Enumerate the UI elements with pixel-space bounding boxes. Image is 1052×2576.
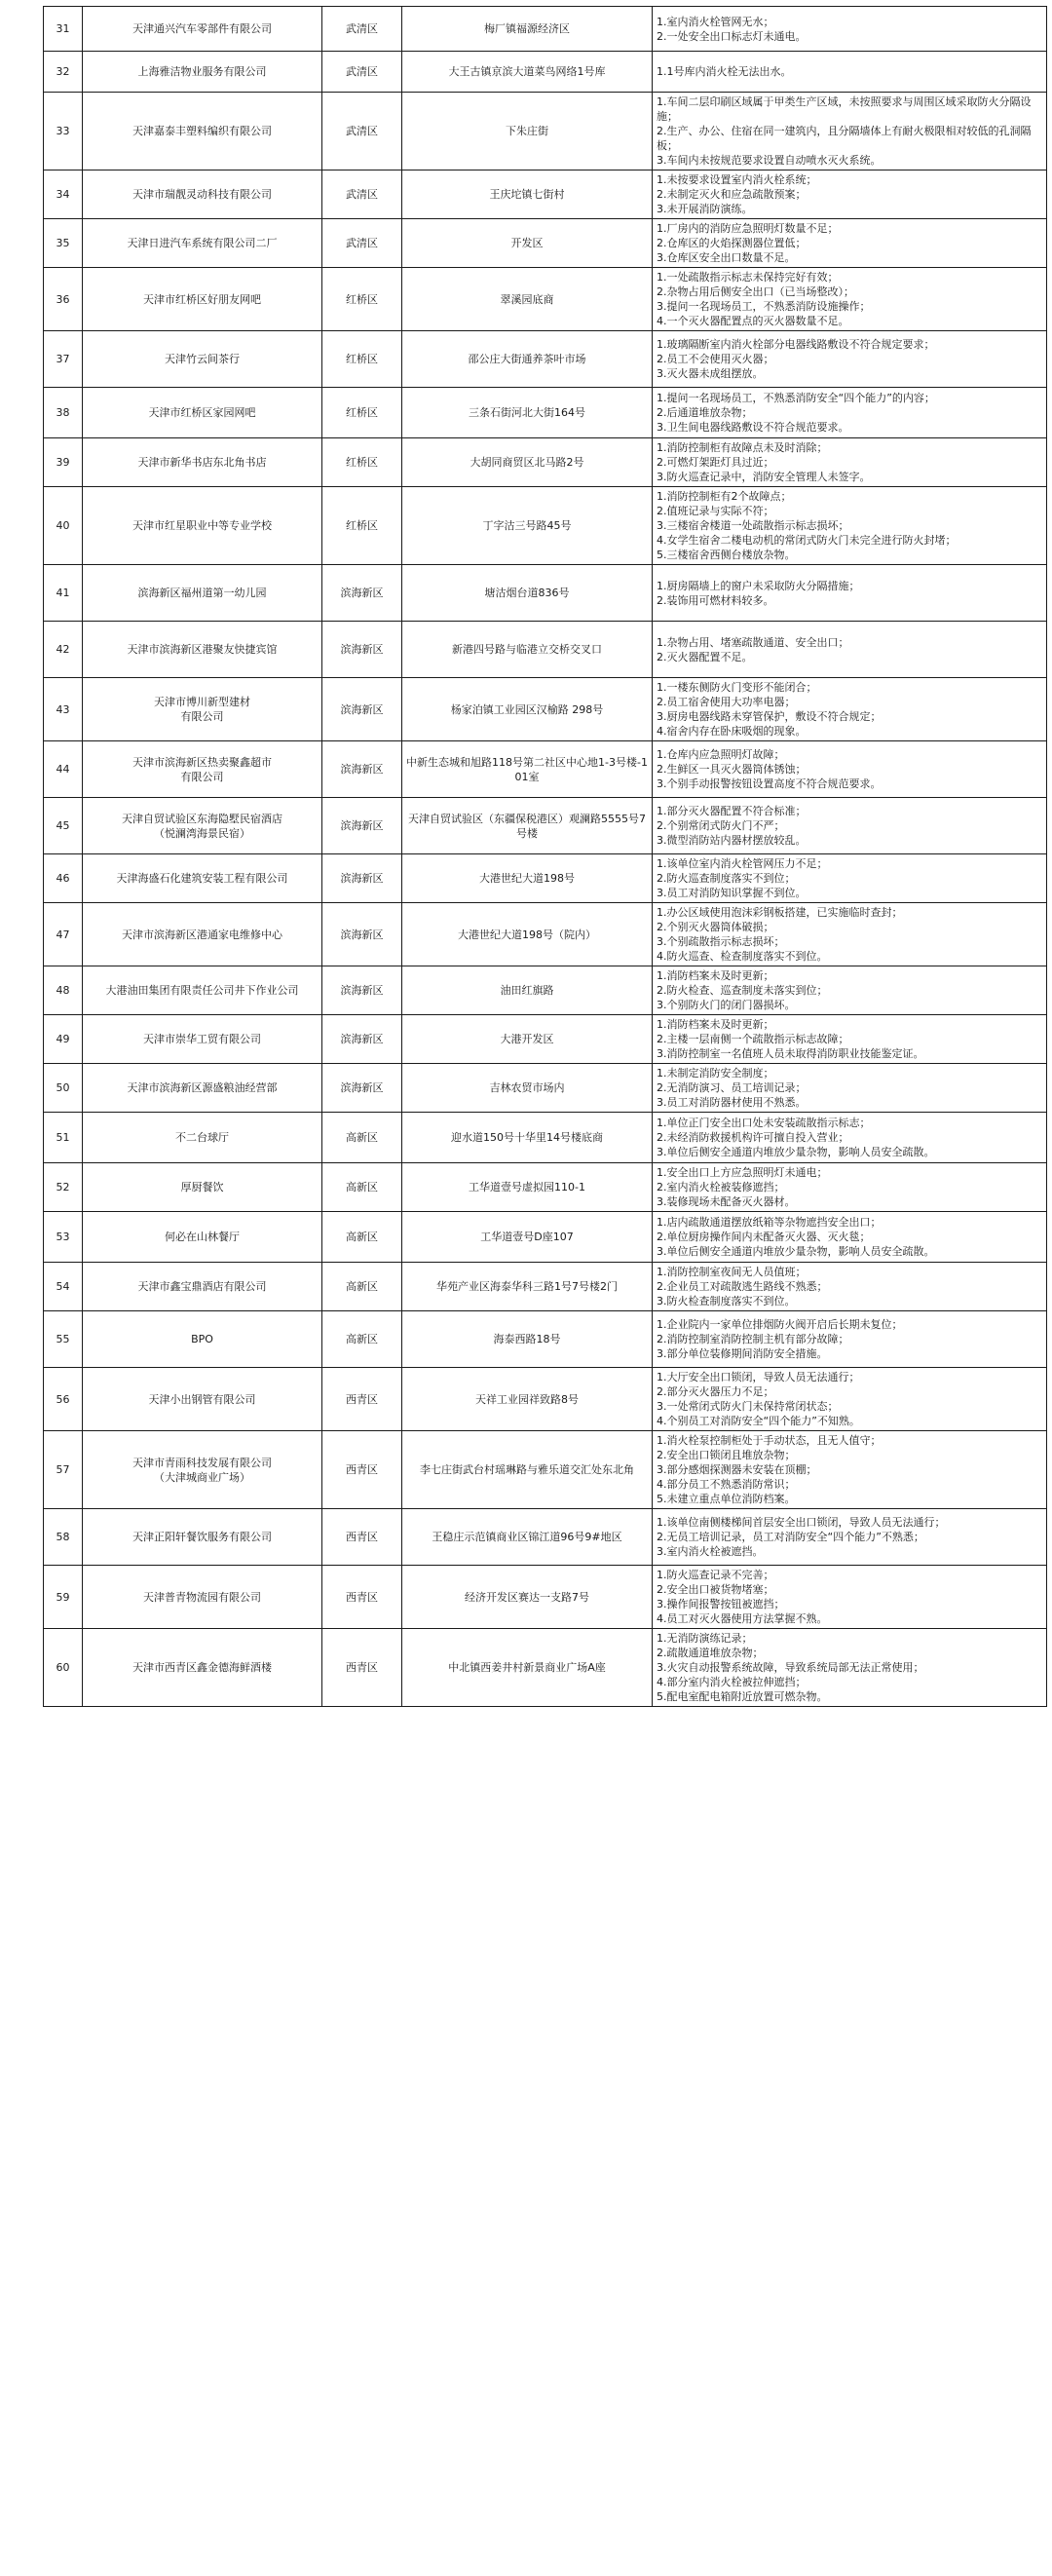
- problem-item: 1.一楼东侧防火门变形不能闭合；: [657, 681, 817, 694]
- address-cell: 中新生态城和旭路118号第二社区中心地1-3号楼-101室: [402, 741, 653, 798]
- problem-item: 1.防火巡查记录不完善；: [657, 1569, 774, 1581]
- address-cell: 王庆坨镇七街村: [402, 170, 653, 219]
- problems-cell: [653, 170, 1047, 219]
- address-cell: 天祥工业园祥致路8号: [402, 1368, 653, 1431]
- table-row: [44, 1431, 1047, 1509]
- address-cell: 邵公庄大街通养茶叶市场: [402, 331, 653, 388]
- table-row: [44, 903, 1047, 966]
- unit-name-cell: 天津竹云间茶行: [83, 331, 322, 388]
- district-cell: 武清区: [322, 93, 402, 170]
- address-cell: 翠溪园底商: [402, 268, 653, 331]
- problem-item: 2.安全出口锁闭且堆放杂物；: [657, 1449, 796, 1461]
- district-cell: 滨海新区: [322, 678, 402, 741]
- address-cell: 海泰西路18号: [402, 1311, 653, 1368]
- problems-cell: [653, 678, 1047, 741]
- row-number-cell: 53: [44, 1212, 83, 1263]
- address-cell: 开发区: [402, 219, 653, 268]
- row-number-cell: 57: [44, 1431, 83, 1509]
- problem-item: 3.微型消防站内器材摆放较乱。: [657, 834, 807, 847]
- table-row: [44, 268, 1047, 331]
- problem-item: 3.火灾自动报警系统故障，导致系统局部无法正常使用；: [657, 1661, 924, 1674]
- problem-item: 1.未按要求设置室内消火栓系统；: [657, 173, 817, 186]
- unit-name-cell: 何必在山林餐厅: [83, 1212, 322, 1263]
- problem-item: 3.消防控制室一名值班人员未取得消防职业技能鉴定证。: [657, 1047, 924, 1060]
- unit-name-cell: 天津市鑫宝鼎酒店有限公司: [83, 1263, 322, 1311]
- address-cell: 工华道壹号D座107: [402, 1212, 653, 1263]
- problems-cell: [653, 1212, 1047, 1263]
- problem-item: 1.室内消火栓管网无水；: [657, 15, 774, 28]
- address-cell: 三条石街河北大街164号: [402, 388, 653, 438]
- row-number-cell: 41: [44, 565, 83, 622]
- problem-item: 2.灭火器配置不足。: [657, 650, 753, 663]
- problems-cell: [653, 1163, 1047, 1212]
- problems-cell: [653, 903, 1047, 966]
- district-cell: 西青区: [322, 1431, 402, 1509]
- unit-name-cell: 天津市新华书店东北角书店: [83, 438, 322, 487]
- problem-item: 1.消防控制柜有2个故障点；: [657, 490, 792, 503]
- problem-item: 4.部分员工不熟悉消防常识；: [657, 1478, 796, 1491]
- table-row: [44, 1311, 1047, 1368]
- problem-item: 1.一处疏散指示标志未保持完好有效；: [657, 271, 839, 284]
- problem-item: 2.个别常闭式防火门不严；: [657, 819, 785, 832]
- problem-item: 3.车间内未按规范要求设置自动喷水灭火系统。: [657, 154, 882, 167]
- problems-cell: [653, 438, 1047, 487]
- district-cell: 西青区: [322, 1566, 402, 1629]
- problem-item: 1.部分灭火器配置不符合标准；: [657, 805, 807, 817]
- address-cell: 天津自贸试验区（东疆保税港区）观澜路5555号7号楼: [402, 798, 653, 854]
- problem-item: 3.个别疏散指示标志损坏；: [657, 935, 785, 948]
- district-cell: 红桥区: [322, 268, 402, 331]
- problems-cell: [653, 1064, 1047, 1113]
- unit-name-cell: 天津通兴汽车零部件有限公司: [83, 7, 322, 52]
- problem-item: 2.室内消火栓被装修遮挡；: [657, 1181, 785, 1193]
- problem-item: 1.厨房隔墙上的窗户未采取防火分隔措施；: [657, 579, 860, 592]
- problems-cell: [653, 1368, 1047, 1431]
- row-number-cell: 46: [44, 854, 83, 903]
- problem-item: 4.个别员工对消防安全“四个能力”不知熟。: [657, 1415, 860, 1427]
- unit-name-cell: 天津市红桥区好朋友网吧: [83, 268, 322, 331]
- table-row: [44, 565, 1047, 622]
- district-cell: 西青区: [322, 1629, 402, 1707]
- address-cell: 油田红旗路: [402, 966, 653, 1015]
- district-cell: 高新区: [322, 1163, 402, 1212]
- unit-name-cell: 天津市滨海新区源盛粮油经营部: [83, 1064, 322, 1113]
- problem-item: 1.杂物占用、堵塞疏散通道、安全出口；: [657, 635, 849, 649]
- problem-item: 4.一个灭火器配置点的灭火器数量不足。: [657, 315, 849, 327]
- problem-item: 1.消防档案未及时更新；: [657, 1018, 774, 1031]
- problem-item: 1.厂房内的消防应急照明灯数量不足；: [657, 222, 839, 235]
- table-row: [44, 1163, 1047, 1212]
- problem-item: 1.该单位南侧楼梯间首层安全出口锁闭，导致人员无法通行；: [657, 1516, 946, 1529]
- problem-item: 2.员工不会使用灭火器；: [657, 353, 774, 365]
- address-cell: 新港四号路与临港立交桥交叉口: [402, 622, 653, 678]
- problem-item: 2.装饰用可燃材料较多。: [657, 593, 774, 607]
- address-cell: 华苑产业区海泰华科三路1号7号楼2门: [402, 1263, 653, 1311]
- unit-name-cell: 厚厨餐饮: [83, 1163, 322, 1212]
- problem-item: 2.部分灭火器压力不足；: [657, 1385, 774, 1398]
- row-number-cell: 49: [44, 1015, 83, 1064]
- address-cell: 吉林农贸市场内: [402, 1064, 653, 1113]
- problem-item: 3.仓库区安全出口数量不足。: [657, 251, 796, 264]
- row-number-cell: 56: [44, 1368, 83, 1431]
- problem-item: 2.无员工培训记录，员工对消防安全“四个能力”不熟悉；: [657, 1531, 924, 1543]
- problem-item: 2.安全出口被货物堵塞；: [657, 1583, 774, 1596]
- problem-item: 2.仓库区的火焰探测器位置低；: [657, 237, 807, 249]
- address-cell: 塘沽烟台道836号: [402, 565, 653, 622]
- district-cell: 红桥区: [322, 331, 402, 388]
- address-cell: 工华道壹号虚拟园110-1: [402, 1163, 653, 1212]
- address-cell: 丁字沽三号路45号: [402, 487, 653, 565]
- row-number-cell: 45: [44, 798, 83, 854]
- problems-cell: [653, 1263, 1047, 1311]
- district-cell: 红桥区: [322, 438, 402, 487]
- problem-item: 2.一处安全出口标志灯未通电。: [657, 29, 807, 43]
- district-cell: 滨海新区: [322, 903, 402, 966]
- unit-name-cell: 天津市博川新型建材 有限公司: [83, 678, 322, 741]
- unit-name-cell: 大港油田集团有限责任公司井下作业公司: [83, 966, 322, 1015]
- problem-item: 1.无消防演练记录；: [657, 1632, 753, 1645]
- district-cell: 红桥区: [322, 487, 402, 565]
- row-number-cell: 54: [44, 1263, 83, 1311]
- table-row: [44, 1015, 1047, 1064]
- problem-item: 3.未开展消防演练。: [657, 203, 753, 215]
- table-row: [44, 1629, 1047, 1707]
- row-number-cell: 36: [44, 268, 83, 331]
- unit-name-cell: BPO: [83, 1311, 322, 1368]
- problem-item: 4.女学生宿舍二楼电动机的常闭式防火门未完全进行防火封堵；: [657, 534, 957, 547]
- problem-item: 3.单位后侧安全通道内堆放少量杂物，影响人员安全疏散。: [657, 1245, 935, 1258]
- problem-item: 3.三楼宿舍楼道一处疏散指示标志损坏；: [657, 519, 849, 532]
- problems-cell: [653, 1113, 1047, 1163]
- problems-cell: [653, 331, 1047, 388]
- problems-cell: [653, 741, 1047, 798]
- unit-name-cell: 天津自贸试验区东海隐墅民宿酒店 （悦澜湾海景民宿）: [83, 798, 322, 854]
- problems-cell: [653, 798, 1047, 854]
- address-cell: 大港世纪大道198号: [402, 854, 653, 903]
- problems-cell: [653, 966, 1047, 1015]
- problem-item: 2.无消防演习、员工培训记录；: [657, 1081, 807, 1094]
- address-cell: 大港世纪大道198号（院内）: [402, 903, 653, 966]
- row-number-cell: 44: [44, 741, 83, 798]
- unit-name-cell: 天津市滨海新区港通家电维修中心: [83, 903, 322, 966]
- unit-name-cell: 天津海盛石化建筑安装工程有限公司: [83, 854, 322, 903]
- problem-item: 2.单位厨房操作间内未配备灭火器、灭火毯；: [657, 1231, 871, 1243]
- district-cell: 滨海新区: [322, 854, 402, 903]
- problem-item: 1.消火栓泵控制柜处于手动状态，且无人值守；: [657, 1434, 882, 1447]
- problem-item: 1.店内疏散通道摆放纸箱等杂物遮挡安全出口；: [657, 1216, 882, 1229]
- address-cell: 大港开发区: [402, 1015, 653, 1064]
- table-row: [44, 1064, 1047, 1113]
- address-cell: 大王古镇京滨大道菜鸟网络1号库: [402, 52, 653, 93]
- row-number-cell: 42: [44, 622, 83, 678]
- problem-item: 3.个别防火门的闭门器损坏。: [657, 999, 796, 1011]
- problem-item: 1.消防档案未及时更新；: [657, 969, 774, 982]
- problem-item: 2.杂物占用后侧安全出口（已当场整改）；: [657, 285, 854, 298]
- unit-name-cell: 天津日进汽车系统有限公司二厂: [83, 219, 322, 268]
- problem-item: 2.疏散通道堆放杂物；: [657, 1647, 764, 1659]
- problem-item: 2.未经消防救援机构许可擅自投入营业；: [657, 1131, 849, 1144]
- row-number-cell: 38: [44, 388, 83, 438]
- problem-item: 2.可燃灯架距灯具过近；: [657, 456, 774, 469]
- row-number-cell: 33: [44, 93, 83, 170]
- table-row: [44, 1263, 1047, 1311]
- district-cell: 滨海新区: [322, 1064, 402, 1113]
- problem-item: 3.提问一名现场员工，不熟悉消防设施操作；: [657, 300, 871, 313]
- problem-item: 1.该单位室内消火栓管网压力不足；: [657, 857, 828, 870]
- table-row: [44, 678, 1047, 741]
- problem-item: 2.主楼一层南侧一个疏散指示标志故障；: [657, 1033, 849, 1045]
- district-cell: 滨海新区: [322, 798, 402, 854]
- unit-name-cell: 滨海新区福州道第一幼儿园: [83, 565, 322, 622]
- table-row: [44, 1566, 1047, 1629]
- row-number-cell: 60: [44, 1629, 83, 1707]
- problems-cell: [653, 52, 1047, 93]
- table-row: [44, 1113, 1047, 1163]
- problem-item: 4.部分室内消火栓被拉伸遮挡；: [657, 1676, 807, 1688]
- table-row: [44, 966, 1047, 1015]
- problem-item: 2.值班记录与实际不符；: [657, 505, 774, 517]
- row-number-cell: 59: [44, 1566, 83, 1629]
- table-row: [44, 438, 1047, 487]
- problem-item: 2.未制定灭火和应急疏散预案；: [657, 188, 807, 201]
- problem-item: 1.1号库内消火栓无法出水。: [657, 65, 792, 78]
- table-row: [44, 798, 1047, 854]
- problem-item: 3.防火检查制度落实不到位。: [657, 1295, 796, 1307]
- problem-item: 2.生鲜区一具灭火器筒体锈蚀；: [657, 763, 807, 776]
- problem-item: 4.防火巡查、检查制度落实不到位。: [657, 950, 828, 963]
- district-cell: 红桥区: [322, 388, 402, 438]
- row-number-cell: 34: [44, 170, 83, 219]
- row-number-cell: 47: [44, 903, 83, 966]
- problem-item: 1.单位正门安全出口处未安装疏散指示标志；: [657, 1117, 871, 1129]
- address-cell: 中北镇西姜井村新景商业广场A座: [402, 1629, 653, 1707]
- unit-name-cell: 天津市瑞靓灵动科技有限公司: [83, 170, 322, 219]
- problem-item: 3.装修现场未配备灭火器材。: [657, 1195, 796, 1208]
- district-cell: 武清区: [322, 219, 402, 268]
- problem-item: 4.员工对灭火器使用方法掌握不熟。: [657, 1612, 828, 1625]
- problem-item: 3.厨房电器线路未穿管保护，敷设不符合规定；: [657, 710, 882, 723]
- row-number-cell: 35: [44, 219, 83, 268]
- problem-item: 1.安全出口上方应急照明灯未通电；: [657, 1166, 828, 1179]
- unit-name-cell: 天津小出钢管有限公司: [83, 1368, 322, 1431]
- table-row: [44, 487, 1047, 565]
- row-number-cell: 51: [44, 1113, 83, 1163]
- table-row: [44, 1509, 1047, 1566]
- problem-item: 3.灭火器未成组摆放。: [657, 367, 764, 380]
- address-cell: 梅厂镇福源经济区: [402, 7, 653, 52]
- unit-name-cell: 天津市西青区鑫金德海鲜酒楼: [83, 1629, 322, 1707]
- problems-cell: [653, 622, 1047, 678]
- table-row: [44, 331, 1047, 388]
- address-cell: 迎水道150号十华里14号楼底商: [402, 1113, 653, 1163]
- problem-item: 2.企业员工对疏散逃生路线不熟悉；: [657, 1280, 828, 1293]
- problem-item: 3.卫生间电器线路敷设不符合规范要求。: [657, 421, 849, 434]
- problem-item: 1.提问一名现场员工，不熟悉消防安全“四个能力”的内容；: [657, 392, 935, 404]
- problems-cell: [653, 388, 1047, 438]
- unit-name-cell: 天津普青物流园有限公司: [83, 1566, 322, 1629]
- problems-cell: [653, 1015, 1047, 1064]
- problem-item: 3.室内消火栓被遮挡。: [657, 1545, 764, 1558]
- table-body: [44, 7, 1047, 1707]
- problems-cell: [653, 854, 1047, 903]
- table-row: [44, 741, 1047, 798]
- district-cell: 西青区: [322, 1368, 402, 1431]
- problems-cell: [653, 268, 1047, 331]
- problems-cell: [653, 1509, 1047, 1566]
- row-number-cell: 40: [44, 487, 83, 565]
- problem-item: 1.大厅安全出口锁闭，导致人员无法通行；: [657, 1371, 860, 1383]
- district-cell: 滨海新区: [322, 966, 402, 1015]
- district-cell: 武清区: [322, 7, 402, 52]
- problems-cell: [653, 487, 1047, 565]
- problem-item: 5.未建立重点单位消防档案。: [657, 1493, 796, 1505]
- unit-name-cell: 天津正阳轩餐饮服务有限公司: [83, 1509, 322, 1566]
- address-cell: 王稳庄示范镇商业区锦江道96号9#地区: [402, 1509, 653, 1566]
- row-number-cell: 58: [44, 1509, 83, 1566]
- problem-item: 3.单位后侧安全通道内堆放少量杂物，影响人员安全疏散。: [657, 1146, 935, 1158]
- table-row: [44, 854, 1047, 903]
- problem-item: 2.防火巡查制度落实不到位；: [657, 872, 796, 885]
- district-cell: 滨海新区: [322, 565, 402, 622]
- problem-item: 1.消防控制柜有故障点未及时消除；: [657, 441, 828, 454]
- problems-cell: [653, 219, 1047, 268]
- problem-item: 1.未制定消防安全制度；: [657, 1067, 774, 1080]
- problem-item: 5.三楼宿舍西侧台楼放杂物。: [657, 549, 796, 561]
- unit-name-cell: 天津市滨海新区热卖聚鑫超市 有限公司: [83, 741, 322, 798]
- problem-item: 5.配电室配电箱附近放置可燃杂物。: [657, 1690, 828, 1703]
- problem-item: 2.员工宿舍使用大功率电器；: [657, 696, 796, 708]
- row-number-cell: 55: [44, 1311, 83, 1368]
- problem-item: 4.宿舍内存在卧床吸烟的现象。: [657, 725, 807, 738]
- problems-cell: [653, 1431, 1047, 1509]
- problems-cell: [653, 1629, 1047, 1707]
- district-cell: 高新区: [322, 1263, 402, 1311]
- district-cell: 滨海新区: [322, 1015, 402, 1064]
- problems-cell: [653, 93, 1047, 170]
- unit-name-cell: 天津市滨海新区港聚友快捷宾馆: [83, 622, 322, 678]
- row-number-cell: 31: [44, 7, 83, 52]
- row-number-cell: 37: [44, 331, 83, 388]
- table-row: [44, 170, 1047, 219]
- table-row: [44, 622, 1047, 678]
- problem-item: 2.生产、办公、住宿在同一建筑内，且分隔墙体上有耐火极限相对较低的孔洞隔板；: [657, 125, 1032, 152]
- district-cell: 武清区: [322, 52, 402, 93]
- problem-item: 2.个别灭火器筒体破损；: [657, 921, 774, 933]
- problems-cell: [653, 7, 1047, 52]
- problems-cell: [653, 1311, 1047, 1368]
- table-row: [44, 52, 1047, 93]
- row-number-cell: 32: [44, 52, 83, 93]
- row-number-cell: 52: [44, 1163, 83, 1212]
- unit-name-cell: 天津市红桥区家园网吧: [83, 388, 322, 438]
- address-cell: 李七庄街武台村瑶琳路与雅乐道交汇处东北角: [402, 1431, 653, 1509]
- problem-item: 3.个别手动报警按钮设置高度不符合规范要求。: [657, 777, 882, 790]
- problem-item: 3.员工对消防器材使用不熟悉。: [657, 1096, 807, 1109]
- problems-cell: [653, 565, 1047, 622]
- row-number-cell: 48: [44, 966, 83, 1015]
- district-cell: 滨海新区: [322, 741, 402, 798]
- problem-item: 3.员工对消防知识掌握不到位。: [657, 887, 807, 899]
- problem-item: 1.车间二层印刷区域属于甲类生产区域，未按照要求与周围区域采取防火分隔设施；: [657, 95, 1032, 123]
- table-row: [44, 93, 1047, 170]
- row-number-cell: 39: [44, 438, 83, 487]
- table-row: [44, 388, 1047, 438]
- unit-name-cell: 上海雅洁物业服务有限公司: [83, 52, 322, 93]
- unit-name-cell: 天津市崇华工贸有限公司: [83, 1015, 322, 1064]
- problem-item: 3.防火巡查记录中，消防安全管理人未签字。: [657, 471, 871, 483]
- table-row: [44, 219, 1047, 268]
- problem-item: 3.一处常闭式防火门未保持常闭状态；: [657, 1400, 839, 1413]
- row-number-cell: 50: [44, 1064, 83, 1113]
- problem-item: 1.消防控制室夜间无人员值班；: [657, 1266, 807, 1278]
- table-row: [44, 1368, 1047, 1431]
- problem-item: 2.后通道堆放杂物；: [657, 406, 753, 419]
- district-cell: 武清区: [322, 170, 402, 219]
- problem-item: 2.防火检查、巡查制度未落实到位；: [657, 984, 828, 997]
- address-cell: 经济开发区赛达一支路7号: [402, 1566, 653, 1629]
- district-cell: 高新区: [322, 1212, 402, 1263]
- problem-item: 3.操作间报警按钮被遮挡；: [657, 1598, 785, 1610]
- problem-item: 1.玻璃隔断室内消火栓部分电器线路敷设不符合规定要求；: [657, 338, 935, 351]
- unit-name-cell: 不二台球厅: [83, 1113, 322, 1163]
- district-cell: 西青区: [322, 1509, 402, 1566]
- unit-name-cell: 天津市青雨科技发展有限公司 （大津城商业广场）: [83, 1431, 322, 1509]
- table-row: [44, 1212, 1047, 1263]
- problem-item: 1.企业院内一家单位排烟防火阀开启后长期未复位；: [657, 1318, 903, 1331]
- district-cell: 高新区: [322, 1113, 402, 1163]
- inspection-table: [43, 6, 1047, 1707]
- address-cell: 大胡同商贸区北马路2号: [402, 438, 653, 487]
- problem-item: 3.部分感烟探测器未安装在顶棚；: [657, 1463, 817, 1476]
- problem-item: 3.部分单位装修期间消防安全措施。: [657, 1347, 828, 1360]
- problem-item: 2.消防控制室消防控制主机有部分故障；: [657, 1333, 849, 1345]
- problem-item: 1.仓库内应急照明灯故障；: [657, 748, 785, 761]
- problems-cell: [653, 1566, 1047, 1629]
- district-cell: 滨海新区: [322, 622, 402, 678]
- table-row: [44, 7, 1047, 52]
- unit-name-cell: 天津嘉泰丰塑料编织有限公司: [83, 93, 322, 170]
- problem-item: 1.办公区域使用泡沫彩钢板搭建，已实施临时查封；: [657, 906, 903, 919]
- unit-name-cell: 天津市红星职业中等专业学校: [83, 487, 322, 565]
- district-cell: 高新区: [322, 1311, 402, 1368]
- address-cell: 下朱庄街: [402, 93, 653, 170]
- row-number-cell: 43: [44, 678, 83, 741]
- address-cell: 杨家泊镇工业园区汉榆路 298号: [402, 678, 653, 741]
